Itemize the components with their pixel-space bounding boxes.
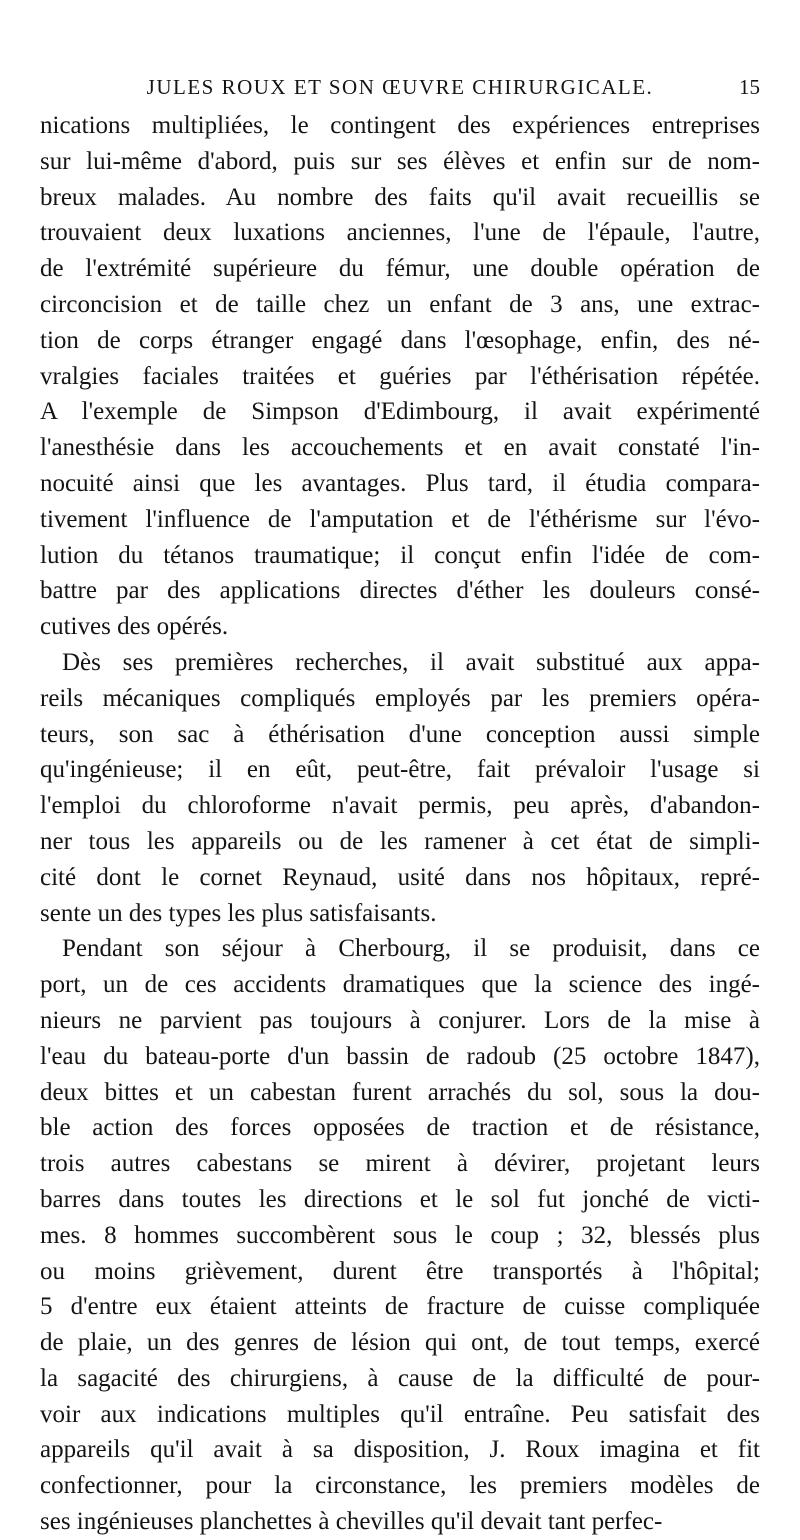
text-line: deux bittes et un cabestan furent arrachés du sol, sous la dou- [40, 1078, 760, 1106]
text-line: l'emploi du chloroforme n'avait permis, peu après, d'abandon- [40, 792, 760, 820]
text-line: nieurs ne parvient pas toujours à conjurer. Lors de la mise à [40, 1006, 760, 1034]
running-head [40, 72, 760, 102]
text-line: l'anesthésie dans les accouchements et en avait constaté l'in- [40, 434, 760, 462]
text-line: qu'ingénieuse; il en eût, peut-être, fait prévaloir l'usage si [40, 756, 760, 784]
text-line: port, un de ces accidents dramatiques que la science des ingé- [40, 971, 760, 999]
text-line: 5 d'entre eux étaient atteints de fracture de cuisse compliquée [40, 1293, 760, 1321]
text-line: nications multipliées, le contingent des expériences entreprises [40, 112, 760, 139]
text-line: ses ingénieuses planchettes à chevilles qu'il devait tant perfec- [40, 1508, 663, 1536]
text-line: reils mécaniques compliqués employés par les premiers opéra- [40, 684, 760, 712]
text-line: ner tous les appareils ou de les ramener à cet état de simpli- [40, 827, 760, 855]
text-line: trois autres cabestans se mirent à dévirer, projetant leurs [40, 1150, 760, 1178]
running-title: JULES ROUX ET SON ŒUVRE CHIRURGICALE. [146, 75, 654, 99]
text-line: breux malades. Au nombre des faits qu'il avait recueillis se [40, 183, 760, 211]
text-line: mes. 8 hommes succombèrent sous le coup ; 32, blessés plus [40, 1221, 760, 1249]
text-line: barres dans toutes les directions et le sol fut jonché de victi- [40, 1185, 760, 1213]
text-line: confectionner, pour la circonstance, les premiers modèles de [40, 1472, 760, 1500]
text-line: appareils qu'il avait à sa disposition, J. Roux imagina et fit [40, 1436, 760, 1464]
text-line: ble action des forces opposées de traction et de résistance, [40, 1114, 760, 1142]
text-line: nocuité ainsi que les avantages. Plus tard, il étudia compara- [40, 469, 760, 497]
text-line: tivement l'influence de l'amputation et de l'éthérisme sur l'évo- [40, 505, 760, 533]
text-line: la sagacité des chirurgiens, à cause de la difficulté de pour- [40, 1364, 760, 1392]
text-line: de l'extrémité supérieure du fémur, une double opération de [40, 255, 760, 283]
paragraph [40, 931, 760, 1540]
text-line: sur lui-même d'abord, puis sur ses élèves et enfin sur de nom- [40, 147, 760, 175]
text-line: ou moins grièvement, durent être transportés à l'hôpital; [40, 1257, 760, 1285]
text-line: trouvaient deux luxations anciennes, l'une de l'épaule, l'autre, [40, 219, 760, 247]
paragraph [40, 645, 760, 931]
text-line: circoncision et de taille chez un enfant de 3 ans, une extrac- [40, 290, 760, 318]
text-line: Pendant son séjour à Cherbourg, il se produisit, dans ce [62, 935, 760, 963]
text-line: battre par des applications directes d'éther les douleurs consé- [40, 577, 760, 605]
text-line: tion de corps étranger engagé dans l'œsophage, enfin, des né- [40, 326, 760, 354]
text-line: voir aux indications multiples qu'il entraîne. Peu satisfait des [40, 1400, 760, 1428]
text-line: Dès ses premières recherches, il avait substitué aux appa- [62, 648, 760, 676]
text-line: l'eau du bateau-porte d'un bassin de radoub (25 octobre 1847), [40, 1042, 760, 1070]
text-line: A l'exemple de Simpson d'Edimbourg, il avait expérimenté [40, 398, 760, 426]
text-line: cité dont le cornet Reynaud, usité dans nos hôpitaux, repré- [40, 863, 760, 891]
body-text [40, 108, 760, 1540]
text-line: teurs, son sac à éthérisation d'une conception aussi simple [40, 720, 760, 748]
text-line: sente un des types les plus satisfaisants. [40, 899, 437, 927]
text-line: lution du tétanos traumatique; il conçut enfin l'idée de com- [40, 541, 760, 569]
text-line: cutives des opérés. [40, 613, 229, 641]
paragraph [40, 108, 760, 645]
text-line: vralgies faciales traitées et guéries par l'éthérisation répétée. [40, 362, 760, 390]
text-line: de plaie, un des genres de lésion qui ont, de tout temps, exercé [40, 1329, 760, 1357]
page-number: 15 [739, 75, 760, 99]
